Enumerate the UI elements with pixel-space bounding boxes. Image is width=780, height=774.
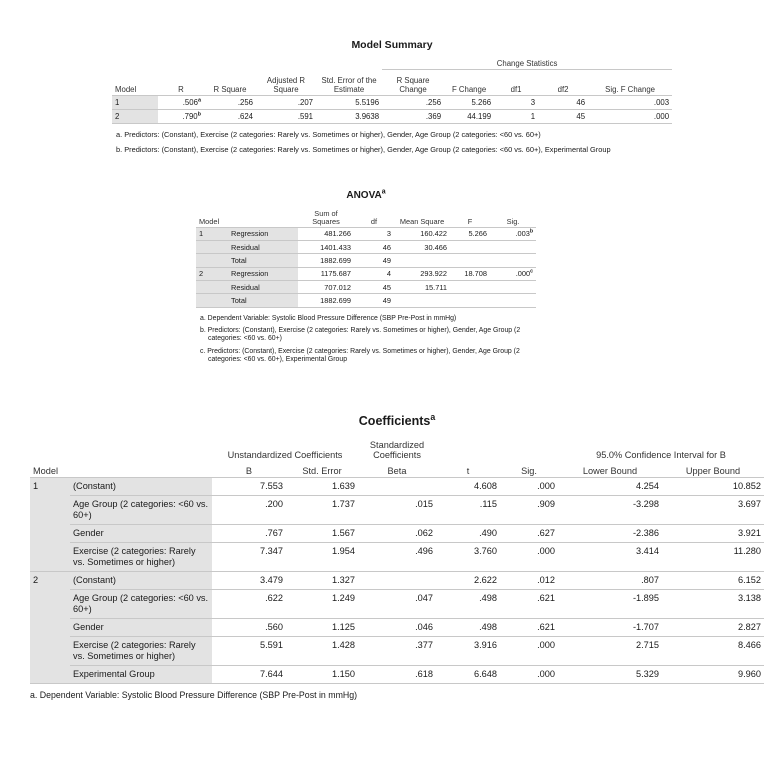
table-row: Age Group (2 categories: <60 vs. 60+) .622 1.249 .047 .498 .621 -1.895 3.138 xyxy=(30,589,764,618)
footnote: c. Predictors: (Constant), Exercise (2 categories: Rarely vs. Sometimes or higher), Gender, Age Group (2 categories: <60 vs. 60+), Experimental Group xyxy=(200,347,520,363)
table-row: Experimental Group 7.644 1.150 .618 6.648 .000 5.329 9.960 xyxy=(30,665,764,683)
coef-col-sig: Sig. xyxy=(521,465,537,476)
table-row: 2 (Constant) 3.479 1.327 2.622 .012 .807 6.152 xyxy=(30,571,764,589)
coef-col-lower-bound: Lower Bound xyxy=(582,465,638,476)
anova-table xyxy=(196,203,536,308)
coef-col-b: B xyxy=(245,465,253,476)
table-row: 1 Regression 481.266 3 160.422 5.266 .003$^b$ xyxy=(196,227,536,240)
table-row: 1 (Constant) 7.553 1.639 4.608 .000 4.254 10.852 xyxy=(30,477,764,495)
table-row: Exercise (2 categories: Rarely vs. Sometimes or higher) 7.347 1.954 .496 3.760 .000 3.414 11.280 xyxy=(30,542,764,571)
anova-col-model: Model xyxy=(199,217,220,227)
table-row: Residual 1401.433 46 30.466 xyxy=(196,240,536,253)
ms-col-sig-f-change: Sig. F Change xyxy=(605,85,655,95)
anova-col-sig: Sig. xyxy=(506,217,520,227)
model-summary-notes xyxy=(112,130,672,155)
table-row: Total 1882.699 49 xyxy=(196,294,536,307)
coef-col-upper-bound: Upper Bound xyxy=(685,465,741,476)
ms-col-r: R xyxy=(178,85,184,95)
change-statistics-header: Change Statistics xyxy=(382,55,672,70)
table-row: Age Group (2 categories: <60 vs. 60+) .200 1.737 .015 .115 .909 -3.298 3.697 xyxy=(30,495,764,524)
coef-col-t: t xyxy=(466,465,470,476)
confidence-interval-header: 95.0% Confidence Interval for B xyxy=(596,450,726,461)
anova-notes xyxy=(196,314,536,364)
coefficients-table xyxy=(30,431,764,684)
model-summary-block xyxy=(112,39,672,155)
table-row: 2 .790$^b$ .624 .591 3.9638 .369 44.199 1 45 .000 xyxy=(112,110,672,124)
anova-title: ANOVA$^a$ xyxy=(346,188,386,201)
table-row: Exercise (2 categories: Rarely vs. Sometimes or higher) 5.591 1.428 .377 3.916 .000 2.715 8.466 xyxy=(30,636,764,665)
ms-col-df1: df1 xyxy=(510,85,522,95)
table-row: 1 .506$^a$ .256 .207 5.5196 .256 5.266 3 46 .003 xyxy=(112,96,672,110)
ms-col-r-square: R Square xyxy=(213,85,247,95)
standardized-coefficients-header: Standardized Coefficients xyxy=(369,439,425,461)
ms-col-df2: df2 xyxy=(557,85,569,95)
table-row: Total 1882.699 49 xyxy=(196,254,536,267)
coef-col-model: Model xyxy=(33,465,59,476)
coef-col-beta: Beta xyxy=(387,465,407,476)
footnote: b. Predictors: (Constant), Exercise (2 categories: Rarely vs. Sometimes or higher), Gender, Age Group (2 categories: <60 vs. 60+) xyxy=(200,327,521,343)
coefficients-title: Coefficients$^a$ xyxy=(358,411,436,428)
ms-col-r-square-change: R Square Change xyxy=(396,76,430,95)
unstandardized-coefficients-header: Unstandardized Coefficients xyxy=(227,450,343,461)
anova-col-sum-of-squares: Sum of Squares xyxy=(312,209,340,227)
coefficients-notes xyxy=(30,690,764,700)
ms-col-model: Model xyxy=(115,85,137,95)
coef-col-std-error: Std. Error xyxy=(302,465,342,476)
table-row: Gender .767 1.567 .062 .490 .627 -2.386 3.921 xyxy=(30,524,764,542)
footnote: a. Dependent Variable: Systolic Blood Pressure Difference (SBP Pre-Post in mmHg) xyxy=(200,314,457,322)
footnote: a. Predictors: (Constant), Exercise (2 categories: Rarely vs. Sometimes or higher), Gender, Age Group (2 categories: <60 vs. 60+) xyxy=(116,130,541,139)
anova-col-mean-square: Mean Square xyxy=(399,217,445,227)
anova-col-df: df xyxy=(370,217,378,227)
table-row: Residual 707.012 45 15.711 xyxy=(196,281,536,294)
table-row: Gender .560 1.125 .046 .498 .621 -1.707 2.827 xyxy=(30,618,764,636)
anova-col-f: F xyxy=(467,217,473,227)
ms-col-std-error: Std. Error of the Estimate xyxy=(321,76,377,95)
footnote: a. Dependent Variable: Systolic Blood Pressure Difference (SBP Pre-Post in mmHg) xyxy=(30,689,358,700)
table-row: 2 Regression 1175.687 4 293.922 18.708 .000$^c$ xyxy=(196,267,536,280)
coefficients-block xyxy=(30,411,764,700)
ms-col-f-change: F Change xyxy=(451,85,487,95)
model-summary-table xyxy=(112,55,672,124)
footnote: b. Predictors: (Constant), Exercise (2 categories: Rarely vs. Sometimes or higher), Gender, Age Group (2 categories: <60 vs. 60+), Experimental Group xyxy=(116,144,611,154)
model-summary-title: Model Summary xyxy=(351,39,433,51)
ms-col-adj-r-square: Adjusted R Square xyxy=(266,76,306,95)
anova-block xyxy=(196,190,536,368)
